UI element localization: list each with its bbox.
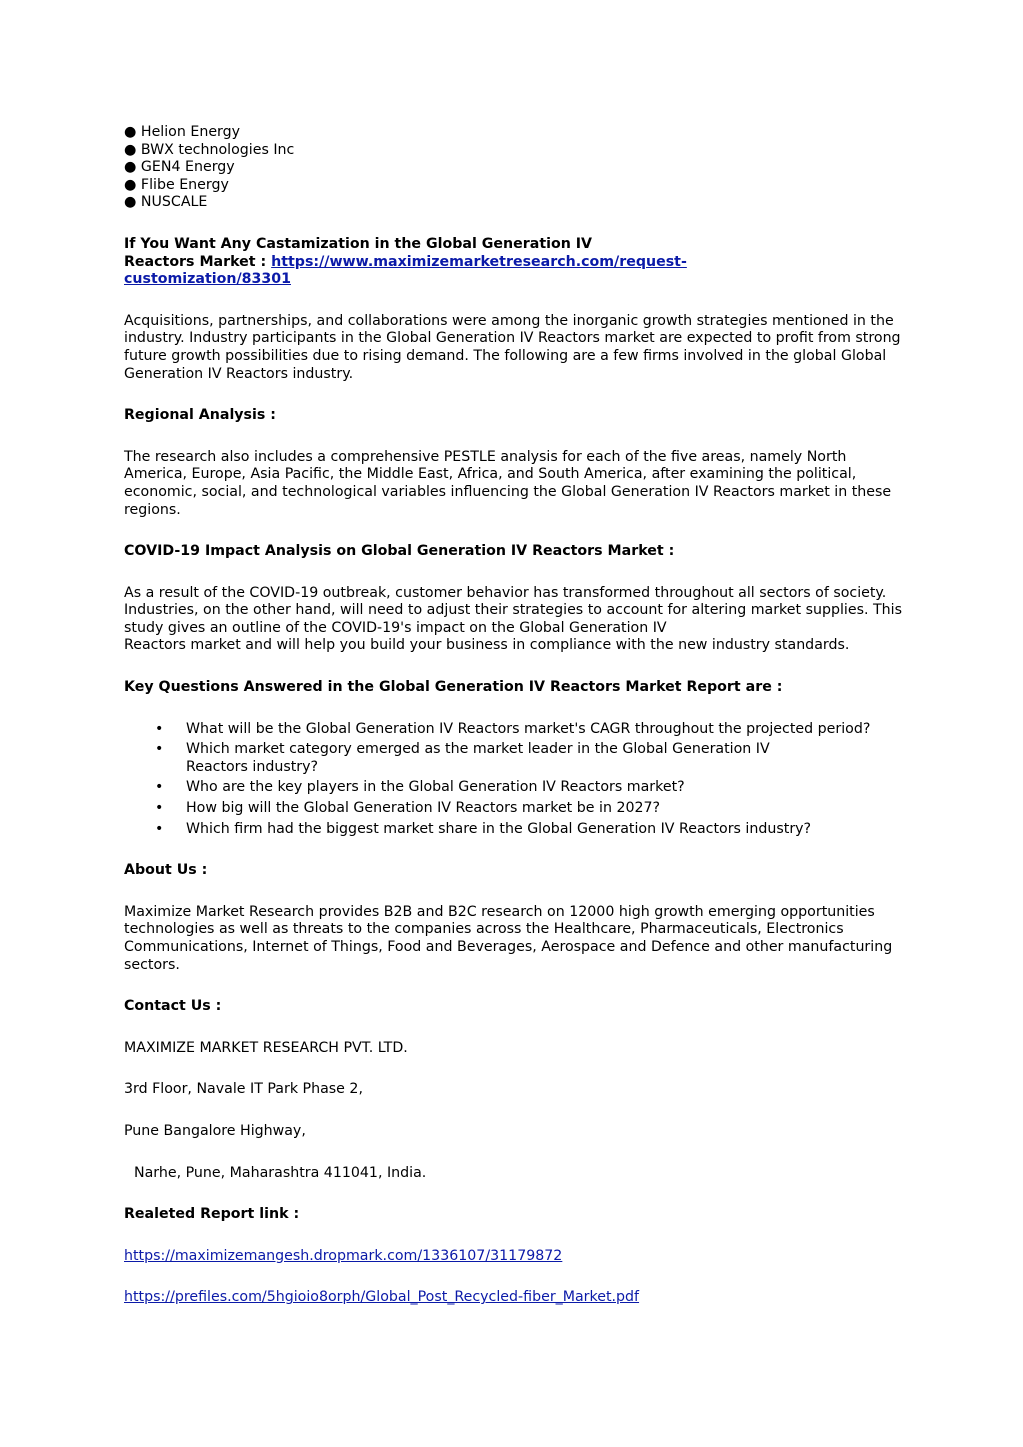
contact-company: MAXIMIZE MARKET RESEARCH PVT. LTD.	[124, 1039, 408, 1056]
customization-link[interactable]: https://www.maximizemarketresearch.com/request-	[271, 253, 687, 270]
company-item: ● GEN4 Energy	[124, 159, 235, 176]
company-item: ● NUSCALE	[124, 194, 208, 211]
company-item: ● Flibe Energy	[124, 176, 229, 193]
list-item: • Who are the key players in the Global Generation IV Reactors market?	[155, 779, 685, 796]
related-link[interactable]: https://prefiles.com/5hgioio8orph/Global_Post_Recycled-fiber_Market.pdf	[124, 1289, 640, 1306]
list-item: • Which market category emerged as the market leader in the Global Generation IV Reactors industry?	[155, 741, 770, 775]
covid-paragraph: As a result of the COVID-19 outbreak, customer behavior has transformed throughout all sectors of society. Industries, on the other hand, will need to adjust their strategies to account for altering market supplies. This study gives an outline of the COVID-19's impact on the Global Generation IV Reactors market and will help you build your business in compliance with the new industry standards.	[124, 584, 902, 654]
contact-address-line: Narhe, Pune, Maharashtra 411041, India.	[134, 1164, 427, 1181]
contact-address-line: 3rd Floor, Navale IT Park Phase 2,	[124, 1081, 363, 1098]
covid-heading: COVID-19 Impact Analysis on Global Generation IV Reactors Market :	[124, 543, 675, 560]
company-item: ● Helion Energy	[124, 124, 241, 140]
contact-address-line: Pune Bangalore Highway,	[124, 1122, 306, 1139]
company-list	[124, 124, 904, 212]
about-paragraph: Maximize Market Research provides B2B and B2C research on 12000 high growth emerging opportunities technologies as well as threats to the companies across the Healthcare, Pharmaceuticals, Electronics Communications, Internet of Things, Food and Beverages, Aerospace and Defence and other manufacturing sectors.	[124, 903, 893, 973]
list-item: • Which firm had the biggest market share in the Global Generation IV Reactors industry?	[155, 820, 812, 837]
customization-link-cont[interactable]: customization/83301	[124, 271, 291, 288]
questions-heading: Key Questions Answered in the Global Generation IV Reactors Market Report are :	[124, 679, 783, 696]
list-item: • How big will the Global Generation IV Reactors market be in 2027?	[155, 800, 661, 817]
regional-paragraph: The research also includes a comprehensive PESTLE analysis for each of the five areas, namely North America, Europe, Asia Pacific, the Middle East, Africa, and South America, after examining the political, economic, social, and technological variables influencing the Global Generation IV Reactors market in these regions.	[124, 448, 892, 518]
regional-heading: Regional Analysis :	[124, 407, 276, 424]
customization-heading: If You Want Any Castamization in the Global Generation IV Reactors Market : https://www.maximizemarketresearch.com/request- customization/83301	[124, 235, 687, 288]
related-link[interactable]: https://maximizemangesh.dropmark.com/1336107/31179872	[124, 1247, 563, 1264]
document-page	[124, 124, 904, 1307]
related-heading: Realeted Report link :	[124, 1206, 300, 1223]
intro-paragraph: Acquisitions, partnerships, and collaborations were among the inorganic growth strategies mentioned in the industry. Industry participants in the Global Generation IV Reactors market are expected to profit from strong future growth possibilities due to rising demand. The following are a few firms involved in the global Global Generation IV Reactors industry.	[124, 312, 901, 382]
about-heading: About Us :	[124, 862, 208, 879]
list-item: • What will be the Global Generation IV Reactors market's CAGR throughout the projected period?	[155, 720, 871, 737]
contact-heading: Contact Us :	[124, 998, 222, 1015]
questions-list	[124, 721, 904, 839]
company-item: ● BWX technologies Inc	[124, 141, 295, 158]
